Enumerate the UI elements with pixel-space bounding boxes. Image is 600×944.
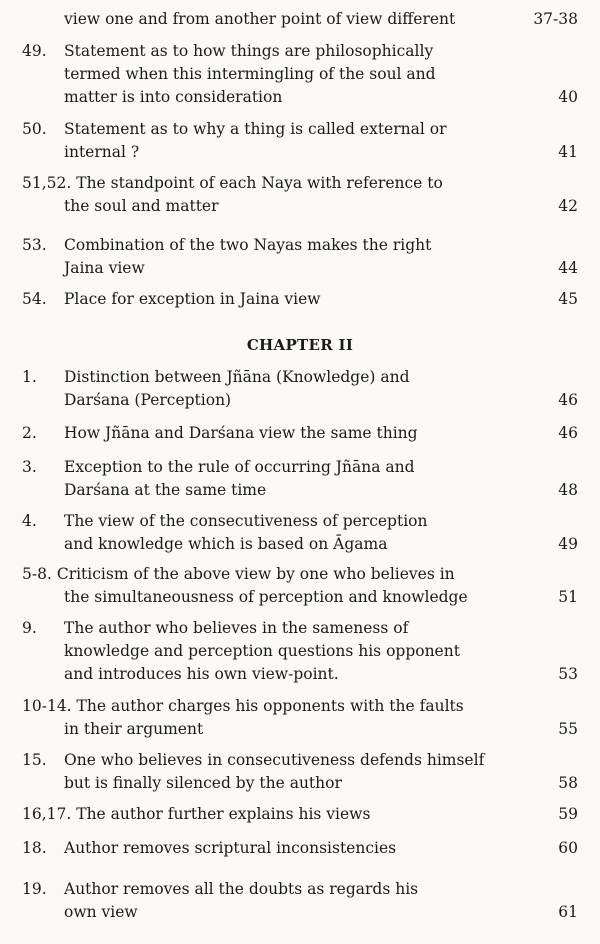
page-number: 40 (558, 88, 578, 106)
entry-number: 9. (22, 619, 37, 637)
entry-title-line: and introduces his own view-point. (64, 665, 339, 683)
entry-title (64, 8, 484, 31)
entry-title (64, 878, 484, 924)
entry-title-line: The author who believes in the sameness of (64, 619, 409, 637)
entry-number: 51,52. (22, 174, 77, 192)
entry-title-line: Author removes scriptural inconsistencies (64, 839, 397, 857)
entry-title-line: view one and from another point of view different (64, 10, 456, 28)
entry-title-text: The author further explains his views (76, 805, 371, 823)
entry-number: 53. (22, 236, 47, 254)
entry-title-line: One who believes in consecutiveness defends himself (64, 751, 485, 769)
entry-title-line: Statement as to how things are philosophically (64, 42, 434, 60)
entry-number: 50. (22, 120, 47, 138)
entry-title-line: own view (64, 903, 138, 921)
page-number: 45 (558, 290, 578, 308)
entry-number: 5-8. (22, 565, 57, 583)
entry-title (64, 456, 484, 502)
page-number: 46 (558, 391, 578, 409)
page-number: 60 (558, 839, 578, 857)
entry-title (64, 837, 484, 860)
chapter-heading: CHAPTER II (246, 336, 354, 354)
page-number: 46 (558, 424, 578, 442)
entry-title (64, 288, 484, 311)
entry-title-line: internal ? (64, 143, 140, 161)
page-number: 51 (558, 588, 578, 606)
entry-title-line (22, 695, 464, 718)
entry-title-line: in their argument (64, 720, 204, 738)
page-number: 49 (558, 535, 578, 553)
entry-title (64, 617, 484, 686)
entry-title (64, 510, 484, 556)
entry-number: 3. (22, 458, 37, 476)
entry-title-line: the simultaneousness of perception and knowledge (64, 588, 468, 606)
page-number: 37-38 (533, 10, 578, 28)
entry-title-text: Criticism of the above view by one who believes in (56, 565, 455, 583)
entry-title (64, 749, 484, 795)
entry-title-line: Exception to the rule of occurring Jñāna and (64, 458, 415, 476)
entry-title-line: The view of the consecutiveness of perception (64, 512, 428, 530)
entry-title (22, 172, 443, 218)
entry-title-line: and knowledge which is based on Āgama (64, 535, 388, 553)
entry-number: 54. (22, 290, 47, 308)
page-number: 42 (558, 197, 578, 215)
entry-title-line: Place for exception in Jaina view (64, 290, 321, 308)
entry-title (22, 563, 468, 609)
entry-title (22, 695, 464, 741)
entry-title-line (22, 563, 468, 586)
entry-number: 49. (22, 42, 47, 60)
page-number: 59 (558, 805, 578, 823)
entry-number: 4. (22, 512, 37, 530)
entry-title-line: Author removes all the doubts as regards his (64, 880, 419, 898)
entry-title (64, 366, 484, 412)
page-number: 48 (558, 481, 578, 499)
page-number: 55 (558, 720, 578, 738)
page-number: 53 (558, 665, 578, 683)
entry-title (64, 40, 484, 109)
entry-title-line: How Jñāna and Darśana view the same thing (64, 424, 418, 442)
entry-title-line: Combination of the two Nayas makes the right (64, 236, 432, 254)
entry-number: 16,17. (22, 805, 77, 823)
page-number: 44 (558, 259, 578, 277)
page-number: 41 (558, 143, 578, 161)
entry-title-line: Distinction between Jñāna (Knowledge) and (64, 368, 410, 386)
page-number: 58 (558, 774, 578, 792)
entry-title-line: Darśana at the same time (64, 481, 267, 499)
entry-title-line (22, 803, 370, 826)
entry-number: 19. (22, 880, 47, 898)
entry-title-line: Statement as to why a thing is called external or (64, 120, 447, 138)
entry-title (64, 422, 484, 445)
entry-number: 18. (22, 839, 47, 857)
entry-title-text: The author charges his opponents with the faults (76, 697, 464, 715)
entry-title-text: The standpoint of each Naya with reference to (76, 174, 443, 192)
entry-number: 2. (22, 424, 37, 442)
entry-number: 1. (22, 368, 37, 386)
entry-title-line: termed when this intermingling of the soul and (64, 65, 436, 83)
entry-title-line (22, 172, 443, 195)
entry-title (64, 118, 484, 164)
entry-title-line: Darśana (Perception) (64, 391, 232, 409)
entry-title-line: knowledge and perception questions his opponent (64, 642, 460, 660)
page-number: 61 (558, 903, 578, 921)
entry-title-line: but is finally silenced by the author (64, 774, 342, 792)
entry-title (22, 803, 370, 826)
entry-number: 10-14. (22, 697, 77, 715)
entry-title-line: the soul and matter (64, 197, 219, 215)
entry-number: 15. (22, 751, 47, 769)
entry-title-line: matter is into consideration (64, 88, 283, 106)
entry-title (64, 234, 484, 280)
entry-title-line: Jaina view (64, 259, 145, 277)
